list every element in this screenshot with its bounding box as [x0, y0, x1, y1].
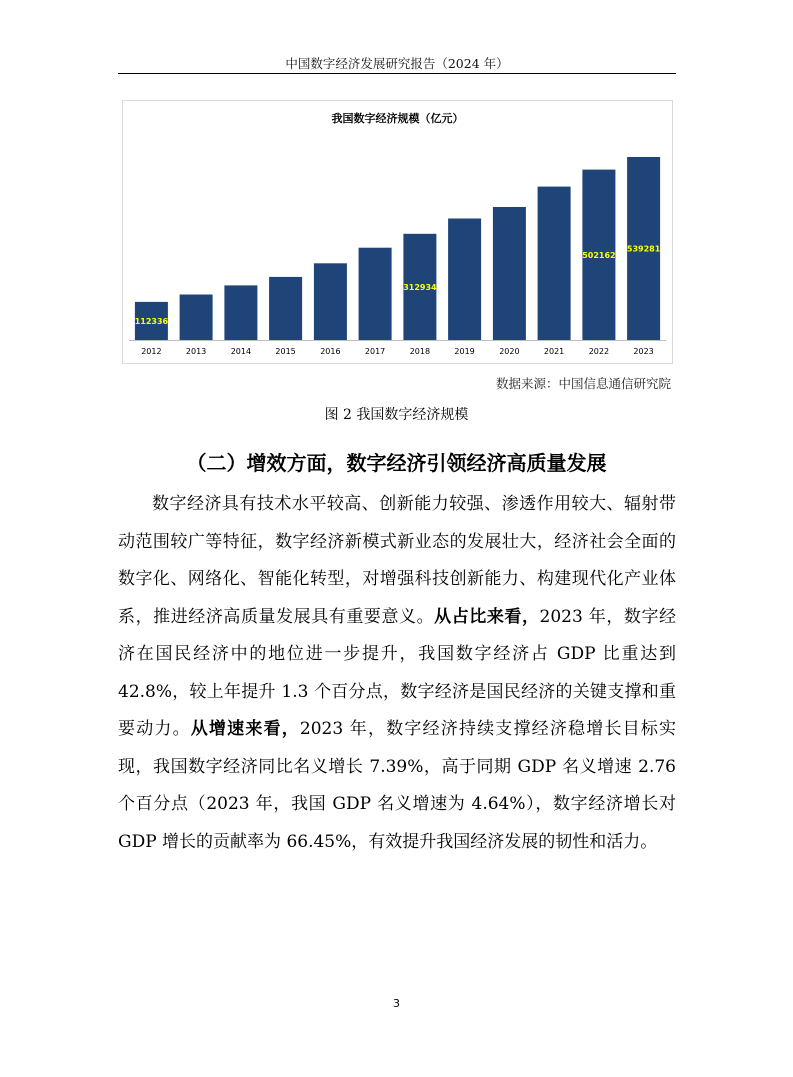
chart-plot: [123, 101, 672, 363]
paragraph-text: 数字经济具有技术水平较高、创新能力较强、渗透作用较大、辐射带动范围较广等特征，数字经济新模式新业态的发展壮大，经济社会全面的数字化、网络化、智能化转型，对增强科技创新能力、构建现代化产业体系，推进经济高质量发展具有重要意义。: [118, 494, 676, 627]
bar-2020: [493, 207, 526, 340]
paragraph-text: 2023 年，数字经济在国民经济中的地位进一步提升，我国数字经济占 GDP 比重达到 42.8%，较上年提升 1.3 个百分点，数字经济是国民经济的关键支撑和重要动力。: [118, 606, 677, 739]
x-tick-label: 2017: [364, 347, 386, 356]
emphasis-growth: 从增速来看，: [190, 719, 300, 739]
data-label: 312934: [403, 282, 437, 292]
x-tick-label: 2021: [543, 347, 565, 356]
x-tick-label: 2023: [633, 347, 654, 356]
data-label: 539281: [626, 244, 661, 254]
x-tick-label: 2019: [454, 347, 475, 356]
emphasis-share: 从占比来看，: [434, 606, 540, 627]
body-paragraph: [118, 486, 676, 861]
data-source: 数据来源：中国信息通信研究院: [495, 376, 671, 391]
data-label: 112336: [134, 316, 169, 326]
paragraph-text: 2023 年，数字经济持续支撑经济稳增长目标实现，我国数字经济同比名义增长 7.39%，高于同期 GDP 名义增速 2.76 个百分点（2023 年，我国 GDP 名义增速为 4.64%），数字经济增长对 GDP 增长的贡献率为 66.45%，有效提升我国经济发展的韧性和活力。: [118, 719, 677, 852]
bar-2015: [269, 277, 302, 340]
section-heading: （二）增效方面，数字经济引领经济高质量发展: [186, 451, 607, 475]
bar-chart: [122, 100, 673, 364]
x-tick-label: 2015: [275, 347, 296, 356]
data-label: 502162: [582, 250, 616, 260]
header-divider: [118, 73, 676, 74]
x-tick-label: 2014: [230, 347, 252, 356]
x-tick-label: 2013: [185, 347, 207, 356]
running-header: 中国数字经济发展研究报告（2024 年）: [285, 56, 509, 71]
x-tick-label: 2020: [499, 347, 520, 356]
x-tick-label: 2012: [141, 347, 162, 356]
bar-2021: [538, 187, 571, 340]
bar-2017: [359, 248, 392, 340]
bar-2013: [180, 295, 213, 341]
x-tick-label: 2022: [588, 347, 610, 356]
chart-title: 我国数字经济规模（亿元）: [331, 112, 464, 125]
page-number: 3: [393, 997, 400, 1010]
x-tick-label: 2016: [320, 347, 341, 356]
bar-2016: [314, 263, 347, 340]
bar-2014: [224, 285, 257, 340]
x-tick-label: 2018: [409, 347, 431, 356]
figure-caption: 图 2 我国数字经济规模: [324, 407, 469, 423]
bar-2019: [448, 219, 481, 341]
